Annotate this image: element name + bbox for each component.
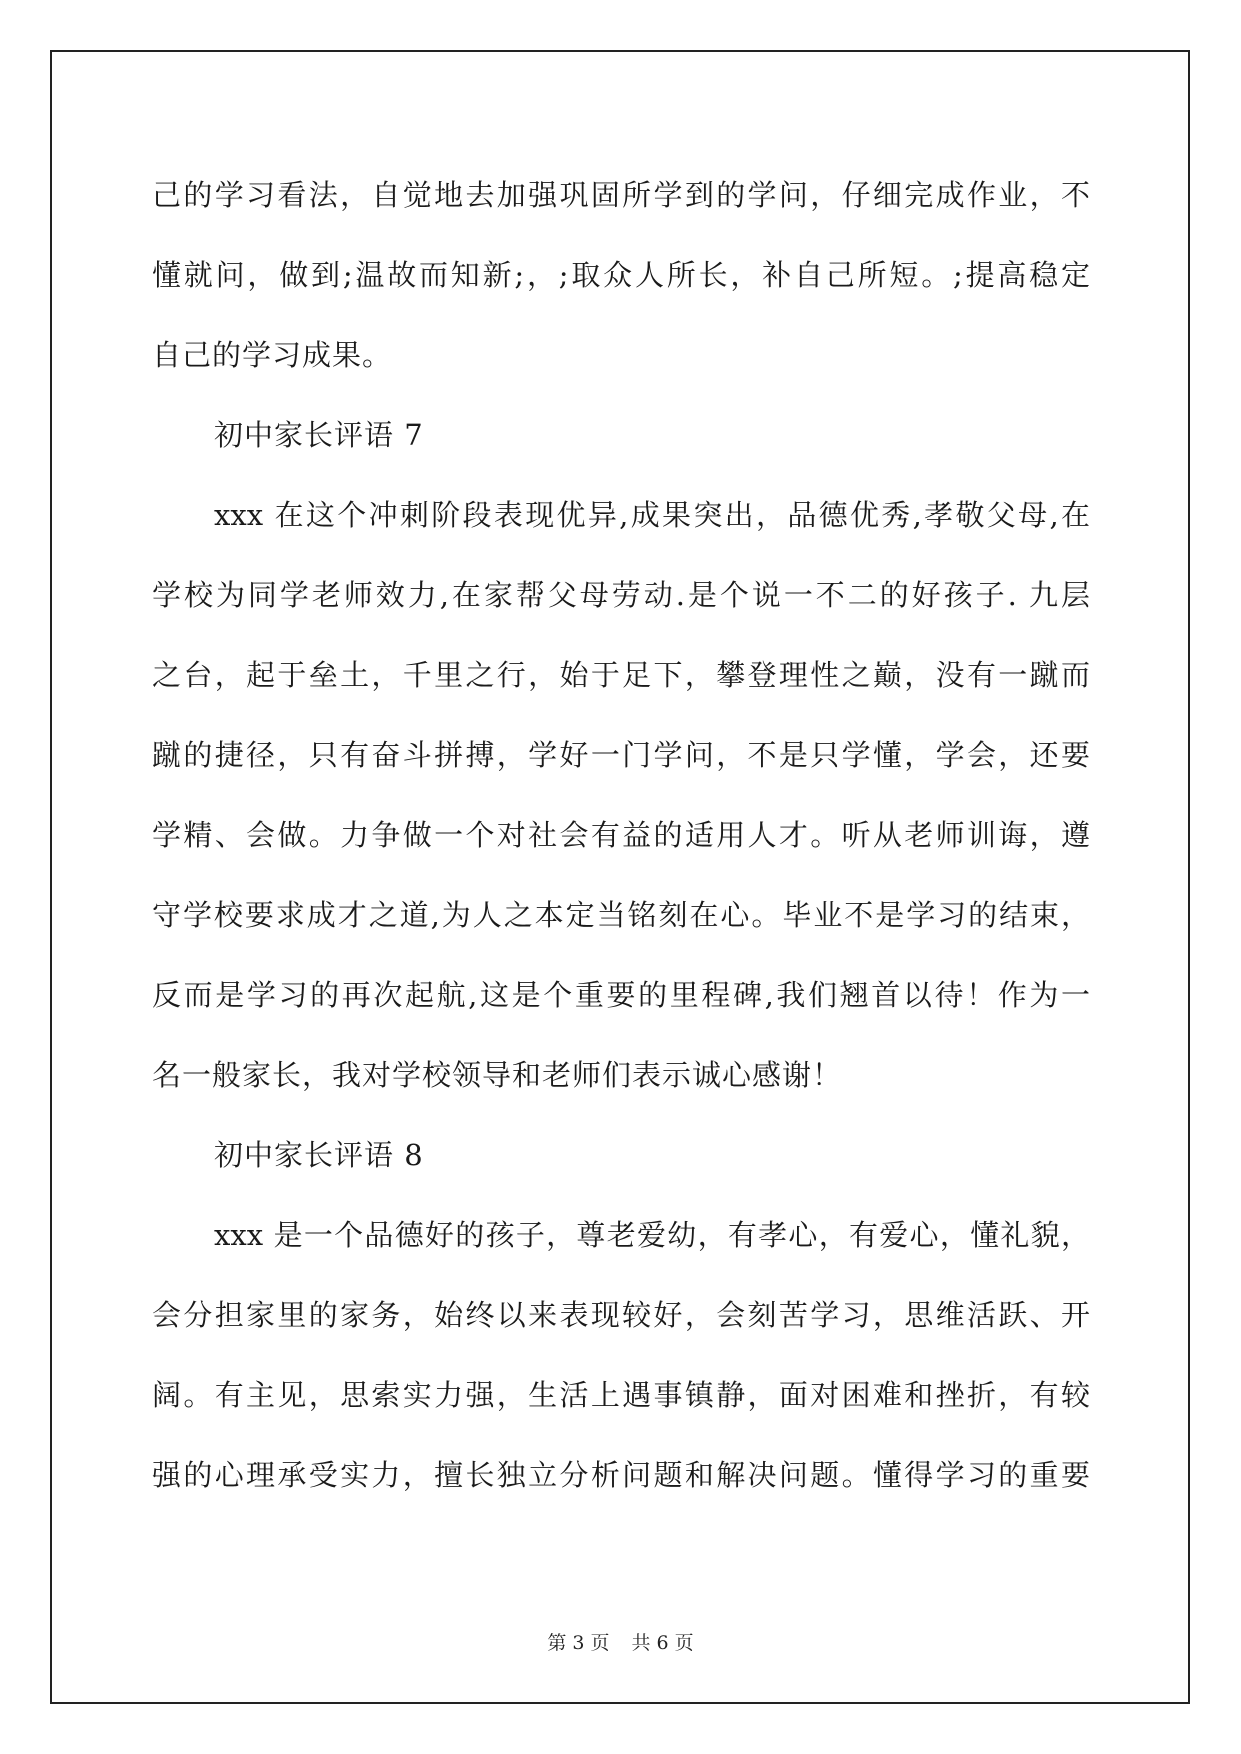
text-line: 蹴的捷径，只有奋斗拼搏，学好一门学问，不是只学懂，学会，还要: [152, 738, 1090, 772]
text-line: 己的学习看法，自觉地去加强巩固所学到的学问，仔细完成作业，不: [152, 178, 1090, 212]
page-number: 第 3 页: [547, 1632, 610, 1654]
text-line: 学校为同学老师效力,在家帮父母劳动.是个说一不二的好孩子. 九层: [152, 578, 1090, 612]
text-line: 懂就问，做到;温故而知新;，;取众人所长，补自己所短。;提高稳定: [152, 258, 1090, 292]
text-line: 守学校要求成才之道,为人之本定当铭刻在心。毕业不是学习的结束，: [152, 898, 1090, 932]
text-line: 学精、会做。力争做一个对社会有益的适用人才。听从老师训诲，遵: [152, 818, 1090, 852]
text-line: 自己的学习成果。: [152, 338, 393, 372]
text-line: xxx 是一个品德好的孩子，尊老爱幼，有孝心，有爱心，懂礼貌，: [214, 1218, 1090, 1252]
text-line: 强的心理承受实力，擅长独立分析问题和解决问题。懂得学习的重要: [152, 1458, 1090, 1492]
text-line: 名一般家长，我对学校领导和老师们表示诚心感谢！: [152, 1058, 843, 1092]
section-heading: 初中家长评语 8: [214, 1138, 424, 1172]
text-line: xxx 在这个冲刺阶段表现优异,成果突出，品德优秀,孝敬父母,在: [214, 498, 1090, 532]
text-line: 阔。有主见，思索实力强，生活上遇事镇静，面对困难和挫折，有较: [152, 1378, 1090, 1412]
page-footer: [0, 1628, 1241, 1655]
text-line: 之台，起于垒土，千里之行，始于足下，攀登理性之巅，没有一蹴而: [152, 658, 1090, 692]
text-line: 会分担家里的家务，始终以来表现较好，会刻苦学习，思维活跃、开: [152, 1298, 1090, 1332]
text-line: 反而是学习的再次起航,这是个重要的里程碑,我们翘首以待！作为一: [152, 978, 1090, 1012]
document-body: [152, 160, 1090, 1520]
page-total: 共 6 页: [631, 1632, 694, 1654]
section-heading: 初中家长评语 7: [214, 418, 424, 452]
